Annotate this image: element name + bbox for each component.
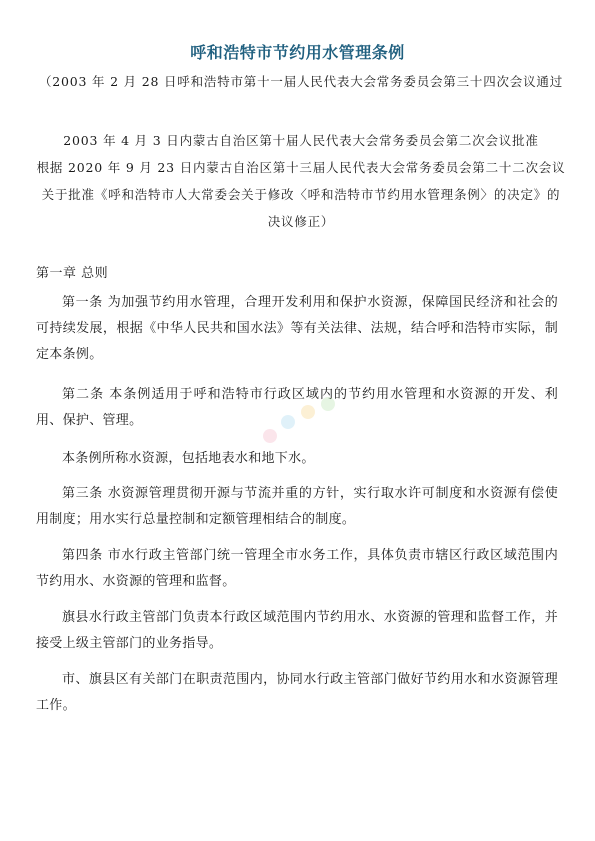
- article-2-clause: 本条例所称水资源，包括地表水和地下水。: [62, 451, 315, 466]
- cloud-logo-icon: [258, 392, 348, 456]
- article-1: 第一条 为加强节约用水管理，合理开发利用和保护水资源，保障国民经济和社会的可持续发展，根据《中华人民共和国水法》等有关法律、法规，结合呼和浩特市实际，制定本条例。: [36, 295, 558, 362]
- watermark-dot-yellow: [301, 405, 315, 419]
- article-4: 第四条 市水行政主管部门统一管理全市水务工作，具体负责市辖区行政区域范围内节约用水、水资源的管理和监督。: [36, 548, 558, 589]
- document-title: 呼和浩特市节约用水管理条例: [190, 43, 405, 62]
- adoption-note-line-2: 2003 年 4 月 3 日内蒙古自治区第十届人民代表大会常务委员会第二次会议批准: [63, 133, 539, 148]
- watermark-dot-green: [321, 397, 335, 411]
- article-4-clause-county: 旗县水行政主管部门负责本行政区域范围内节约用水、水资源的管理和监督工作，并接受上级主管部门的业务指导。: [36, 610, 558, 651]
- adoption-note-line-3: 根据 2020 年 9 月 23 日内蒙古自治区第十三届人民代表大会常务委员会第二十二次会议关于批准《呼和浩特市人大常委会关于修改〈呼和浩特市节约用水管理条例〉的决定》的决议修正）: [36, 160, 566, 229]
- article-4-clause-departments: 市、旗县区有关部门在职责范围内，协同水行政主管部门做好节约用水和水资源管理工作。: [36, 672, 558, 713]
- adoption-note-line-1: （2003 年 2 月 28 日呼和浩特市第十一届人民代表大会常务委员会第三十四次会议通过: [38, 74, 564, 89]
- watermark-dot-blue: [281, 415, 295, 429]
- article-3: 第三条 水资源管理贯彻开源与节流并重的方针，实行取水许可制度和水资源有偿使用制度；用水实行总量控制和定额管理相结合的制度。: [36, 486, 558, 527]
- article-2: 第二条 本条例适用于呼和浩特市行政区域内的节约用水管理和水资源的开发、利用、保护、管理。: [36, 387, 558, 428]
- watermark-dot-pink: [263, 429, 277, 443]
- chapter-heading: 第一章 总则: [36, 266, 109, 281]
